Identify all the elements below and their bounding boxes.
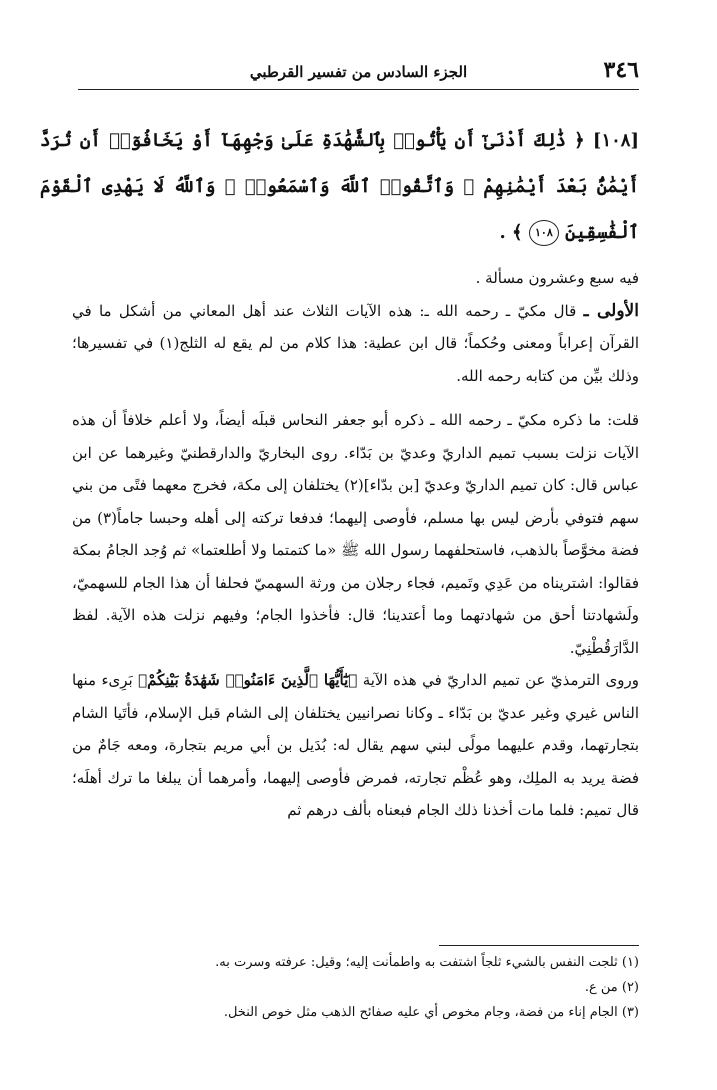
page-number: ٣٤٦ (603, 57, 639, 83)
inline-ayah: ﴿يَٰٓأَيُّهَا ٱلَّذِينَ ءَامَنُوا۟ شَهَٰدَةُ بَيْنِكُمْ﴾ (138, 671, 358, 689)
verse-text: ﴿ ذَٰلِكَ أَدْنَىٰٓ أَن يَأْتُوا۟ بِٱلشَّهَٰدَةِ عَلَىٰ وَجْهِهَآ أَوْ يَخَافُوٓا۟ أَن تُرَدَّ أَيْمَٰنٌۢ بَعْدَ أَيْمَٰنِهِمْ ۗ وَٱتَّقُوا۟ ٱللَّهَ وَٱسْمَعُوا۟ ۗ وَٱللَّهُ لَا يَهْدِى ٱلْقَوْمَ ٱلْفَٰسِقِينَ (40, 130, 639, 243)
first-issue-text: قال مكيّ ـ رحمه الله ـ: هذه الآيات الثلاث عند أهل المعاني من أشكل ما في القرآن إعراباً ومعنى وحُكماً؛ قال ابن عطية: هذا كلام من لم يقع له الثلج(١) في تفسيرها؛ وذلك بيِّن من كتابه رحمه الله. (72, 301, 639, 385)
footnote-divider (439, 945, 639, 946)
intro-paragraph: فيه سبع وعشرون مسألة . (475, 269, 639, 287)
footnote-item: (٢) من ع. (584, 980, 639, 995)
quran-verse (40, 118, 639, 256)
tirmidhi-narration: بَرِىء منها الناس غيري وغير عديّ بن بَدّاء ـ وكانا نصرانيين يختلفان إلى الشام قبل الإسلام، فأتَيا الشام بتجارتهما، وقدم عليهما مولًى لبني سهم يقال له: بُدَيل بن أبي مريم بتجارة، ومعه جَامٌ من فضة يريد به الملِك، وهو عُظْم تجارته، فمرض فأوصى إليهما، وأمرهما أن يبلغا ما ترك أهلَه؛ قال تميم: فلما مات أخذنا ذلك الجام فبعناه بألف درهم ثم (72, 671, 639, 819)
running-title: الجزء السادس من تفسير القرطبي (249, 63, 468, 81)
tirmidhi-intro: وروى الترمذيّ عن تميم الداريّ في هذه الآية (362, 671, 639, 689)
ayah-end-mark: ١٠٨ (529, 220, 559, 246)
page-header (78, 55, 639, 90)
tirmidhi-paragraph (72, 664, 639, 827)
footnotes (72, 950, 639, 1025)
footnote-item: (١) ثلجت النفس بالشيء ثلجاً اشتفت به واطمأنت إليه؛ وقيل: عرفته وسرت به. (215, 955, 639, 970)
footnote-item: (٣) الجام إناء من فضة، وجام مخوص أي عليه صفائح الذهب مثل خوص النخل. (223, 1005, 639, 1020)
commentary-paragraph: قلت: ما ذكره مكيّ ـ رحمه الله ـ ذكره أبو جعفر النحاس قبلَه أيضاً، ولا أعلم خلافاً أن هذه الآيات نزلت بسبب تميم الداريّ وعديّ بن بَدّاء. روى البخاريّ والدارقطنيّ وغيرهما عن ابن عباس قال: كان تميم الداريّ وعديّ [بن بدّاء](٢) يختلفان إلى مكة، فخرج معهما فتًى من بني سهم فتوفي بأرض ليس بها مسلم، فأوصى إليهما؛ فدفعا تركته إلى أهله وحبسا جاماً(٣) من فضة مخوَّصاً بالذهب، فاستحلفهما رسول الله ﷺ «ما كتمتما ولا أطلعتما» ثم وُجد الجامُ بمكة فقالوا: اشتريناه من عَدِي وتَميم، فجاء رجلان من ورثة السهميّ فحلفا أن هذا الجام للسهميّ، ولَشهادتنا أحق من شهادتهما وما أعتدينا؛ قال: فأخذوا الجام؛ وفيهم نزلت هذه الآية. لفظ الدَّارَقُطْنِيّ. (72, 411, 639, 657)
commentary-body (72, 262, 639, 827)
first-issue-paragraph (72, 295, 639, 393)
verse-number: [١٠٨] (592, 130, 639, 151)
issue-heading: الأولى ـ (583, 300, 639, 321)
verse-close: ﴾ . (499, 222, 523, 243)
